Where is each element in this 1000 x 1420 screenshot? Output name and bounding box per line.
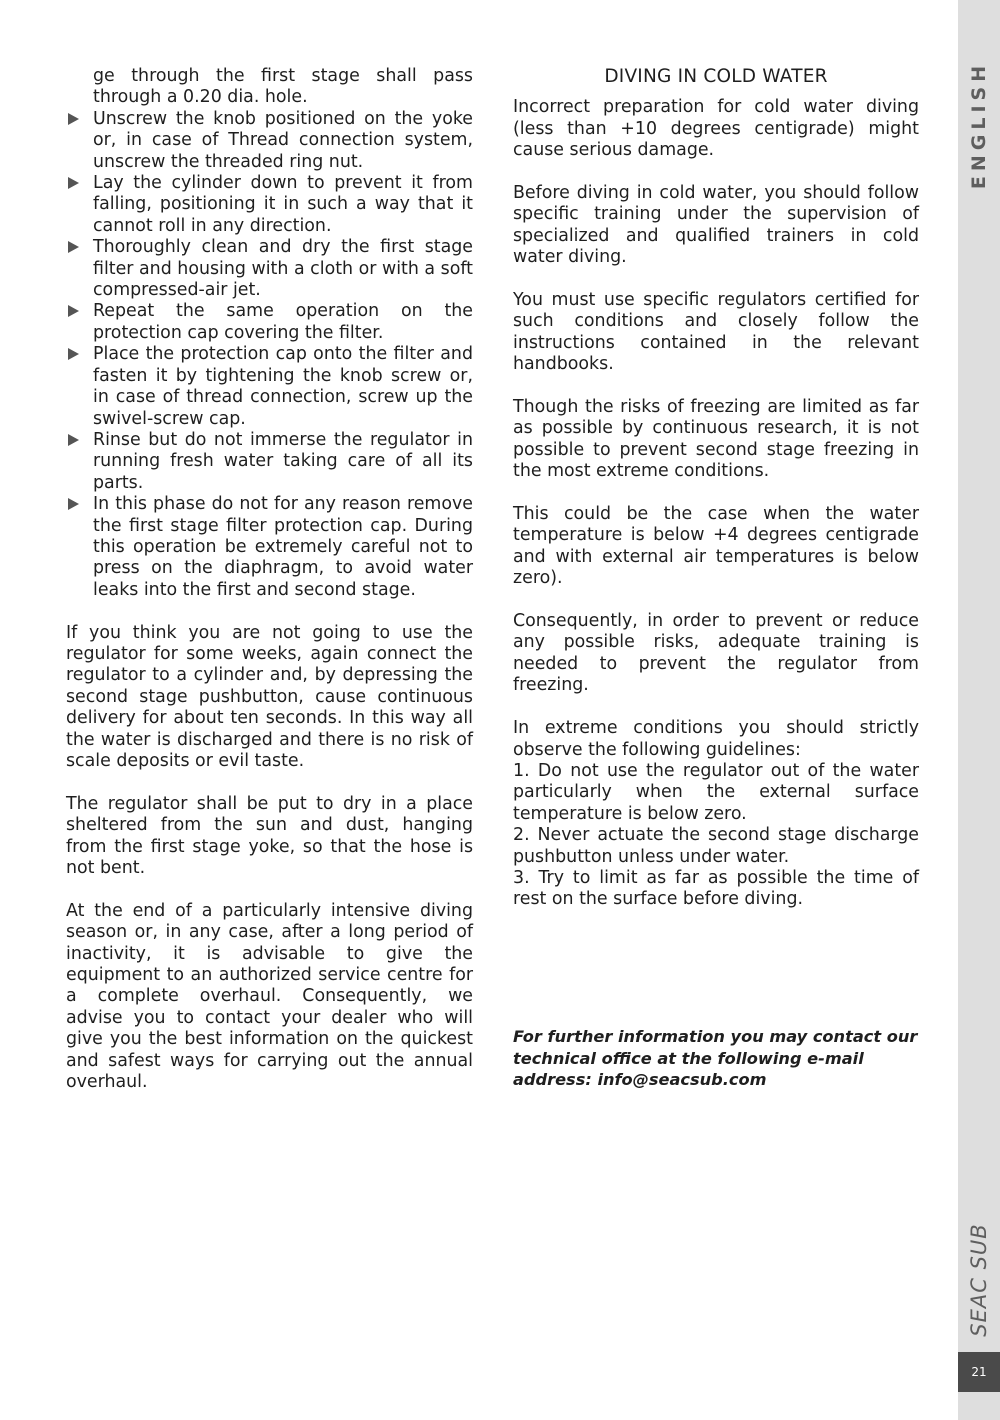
- right-column: [513, 66, 919, 911]
- play-arrow-icon: [68, 348, 79, 360]
- list-item-text: Unscrew the knob positioned on the yoke or, in case of Thread connection system, unscrew the threaded ring nut.: [93, 108, 473, 172]
- body-paragraph: Before diving in cold water, you should follow specific training under the supervision of specialized and qualified trainers in cold water diving.: [513, 183, 919, 268]
- drying-paragraph: The regulator shall be put to dry in a place sheltered from the sun and dust, hanging from the first stage yoke, so that the hose is not bent.: [66, 793, 473, 878]
- play-arrow-icon: [68, 241, 79, 253]
- play-arrow-icon: [68, 434, 79, 446]
- play-arrow-icon: [68, 305, 79, 317]
- body-paragraph: Though the risks of freezing are limited as far as possible by continuous research, it is not possible to prevent second stage freezing in the most extreme conditions.: [513, 397, 919, 482]
- play-arrow-icon: [68, 113, 79, 125]
- contact-note: For further information you may contact our technical office at the following e-mail address: info@seacsub.com: [513, 1027, 918, 1089]
- brand-label: SEAC SUB: [967, 1223, 991, 1337]
- guidelines-intro: In extreme conditions you should strictly observe the following guidelines:: [513, 718, 919, 760]
- list-item: [66, 344, 473, 430]
- side-bar: [958, 0, 1000, 1420]
- cleaning-steps-list: [66, 109, 473, 601]
- play-arrow-icon: [68, 498, 79, 510]
- left-column: [66, 66, 473, 1093]
- page-number: 21: [958, 1352, 1000, 1392]
- list-item: [66, 109, 473, 173]
- list-item-text: Repeat the same operation on the protection cap covering the filter.: [93, 301, 473, 343]
- storage-paragraph: If you think you are not going to use the regulator for some weeks, again connect the regulator to a cylinder and, by depressing the second stage pushbutton, cause continuous delivery for about ten seconds. In this way all the water is discharged and there is no risk of scale deposits or evil taste.: [66, 622, 473, 771]
- guideline-item: 2. Never actuate the second stage discharge pushbutton unless under water.: [513, 825, 919, 867]
- list-item: [66, 430, 473, 494]
- list-item: [66, 237, 473, 301]
- guideline-item: 3. Try to limit as far as possible the time of rest on the surface before diving.: [513, 867, 919, 910]
- list-item: [66, 494, 473, 601]
- list-item-text: Lay the cylinder down to prevent it from falling, positioning it in such a way that it cannot roll in any direction.: [93, 173, 473, 236]
- body-paragraph: Incorrect preparation for cold water diving (less than +10 degrees centigrade) might cause serious damage.: [513, 97, 919, 161]
- list-item-text: Rinse but do not immerse the regulator in running fresh water taking care of all its parts.: [93, 429, 473, 493]
- body-paragraph: You must use specific regulators certified for such conditions and closely follow the instructions contained in the relevant handbooks.: [513, 290, 919, 375]
- section-heading: DIVING IN COLD WATER: [604, 66, 828, 87]
- list-item: [66, 301, 473, 344]
- play-arrow-icon: [68, 177, 79, 189]
- list-item-text: Thoroughly clean and dry the first stage filter and housing with a cloth or with a soft compressed-air jet.: [93, 237, 473, 301]
- language-label: ENGLISH: [968, 60, 990, 190]
- body-paragraph: This could be the case when the water temperature is below +4 degrees centigrade and with external air temperatures is below zero).: [513, 504, 919, 589]
- overhaul-paragraph: At the end of a particularly intensive diving season or, in any case, after a long period of inactivity, it is advisable to give the equipment to an authorized service centre for a complete overhaul. Consequently, we advise you to contact your dealer who will give you the best information on the quickest and safest ways for carrying out the annual overhaul.: [66, 900, 473, 1093]
- list-item-text: In this phase do not for any reason remove the first stage filter protection cap. During this operation be extremely careful not to press on the diaphragm, to avoid water leaks into the first and second stage.: [93, 494, 473, 600]
- list-item-text: Place the protection cap onto the filter and fasten it by tightening the knob screw or, in case of thread connection, screw up the swivel-screw cap.: [93, 344, 473, 429]
- list-item: [66, 173, 473, 237]
- body-paragraph: Consequently, in order to prevent or reduce any possible risks, adequate training is needed to prevent the regulator from freezing.: [513, 611, 919, 696]
- intro-continuation: ge through the first stage shall pass through a 0.20 dia. hole.: [93, 66, 473, 108]
- guideline-item: 1. Do not use the regulator out of the water particularly when the external surface temperature is below zero.: [513, 760, 919, 824]
